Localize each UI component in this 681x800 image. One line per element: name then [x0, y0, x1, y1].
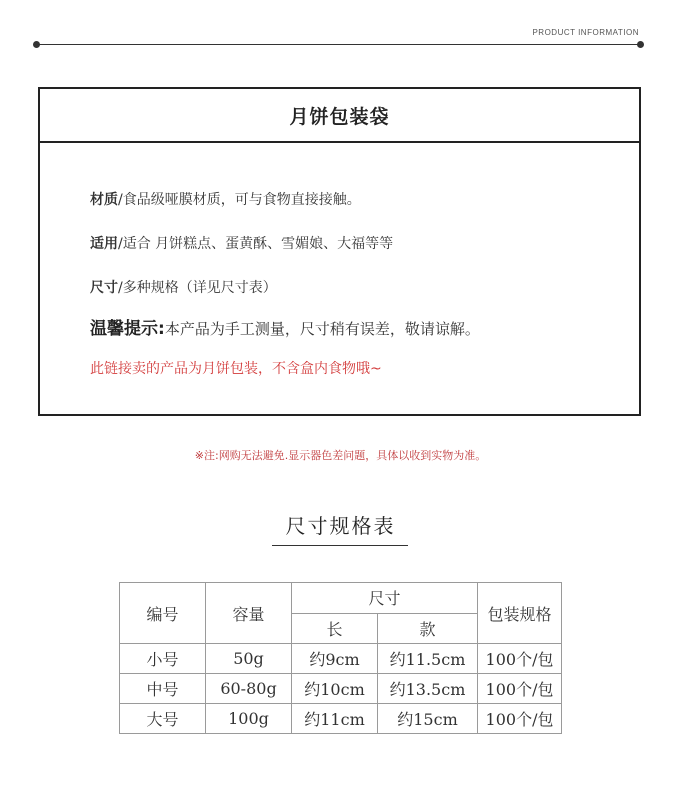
info-line-disclaimer: 此链接卖的产品为月饼包装，不含盒内食物哦~ [90, 361, 382, 377]
row-code: 中号 [120, 674, 206, 704]
info-key-usage: 适用 [90, 236, 118, 252]
row-capacity: 60-80g [206, 674, 292, 704]
info-line-size [90, 277, 277, 297]
product-info-box [38, 87, 641, 416]
divider-dot-right [637, 41, 644, 48]
header-size: 尺寸 [292, 583, 478, 614]
info-key-size: 尺寸 [90, 280, 118, 296]
table-row [120, 644, 562, 674]
row-code: 大号 [120, 704, 206, 734]
info-value-size: /多种规格（详见尺寸表） [118, 280, 277, 296]
row-length: 约10cm [292, 674, 378, 704]
header-length: 长 [292, 613, 378, 644]
table-row [120, 704, 562, 734]
divider-dot-left [33, 41, 40, 48]
info-line-tip [90, 314, 480, 339]
size-spec-table [119, 582, 562, 734]
table-row [120, 674, 562, 704]
info-value-usage: /适合 月饼糕点、蛋黄酥、雪媚娘、大福等等 [118, 236, 394, 252]
product-information-label: PRODUCT INFORMATION [532, 28, 639, 37]
table-header-row [120, 583, 562, 614]
info-line-material [90, 189, 361, 209]
info-line-usage [90, 233, 393, 253]
row-pack: 100个/包 [478, 704, 562, 734]
info-key-material: 材质 [90, 192, 118, 208]
size-table-title: 尺寸规格表 [285, 514, 396, 538]
header-capacity: 容量 [206, 583, 292, 644]
color-difference-note: ※注:网购无法避免.显示器色差问题，具体以收到实物为准。 [194, 449, 487, 462]
row-capacity: 100g [206, 704, 292, 734]
header-divider [36, 44, 641, 45]
header-width: 款 [378, 613, 478, 644]
info-value-material: /食品级哑膜材质，可与食物直接接触。 [118, 192, 361, 208]
info-title: 月饼包装袋 [40, 89, 639, 143]
row-pack: 100个/包 [478, 644, 562, 674]
info-key-tip: 温馨提示: [90, 319, 165, 339]
info-value-tip: 本产品为手工测量，尺寸稍有误差，敬请谅解。 [164, 320, 480, 338]
row-length: 约11cm [292, 704, 378, 734]
row-capacity: 50g [206, 644, 292, 674]
row-code: 小号 [120, 644, 206, 674]
size-table-title-underline [272, 545, 408, 546]
header-pack: 包装规格 [478, 583, 562, 644]
header-code: 编号 [120, 583, 206, 644]
row-width: 约13.5cm [378, 674, 478, 704]
row-pack: 100个/包 [478, 674, 562, 704]
row-width: 约11.5cm [378, 644, 478, 674]
row-width: 约15cm [378, 704, 478, 734]
row-length: 约9cm [292, 644, 378, 674]
